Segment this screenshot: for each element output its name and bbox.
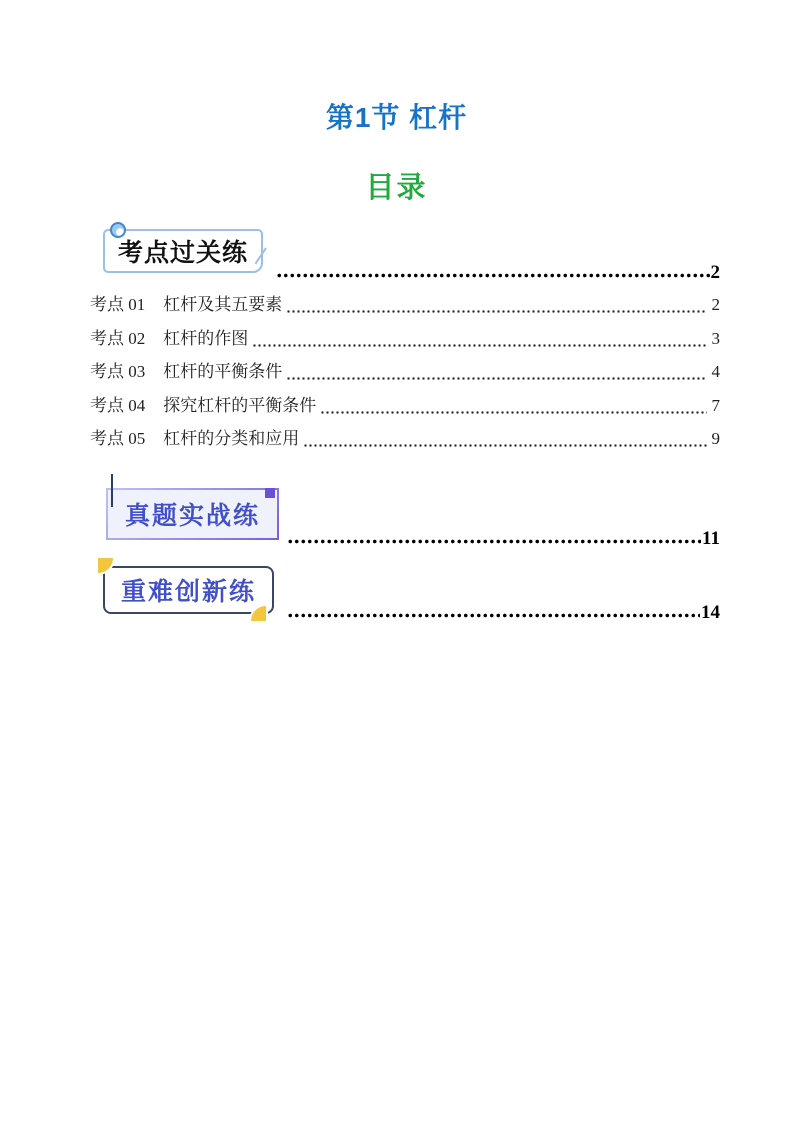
bubble-tail-icon	[255, 247, 267, 264]
toc-item-label: 考点 01	[90, 295, 146, 314]
section-badge-challenge-innovation-drill[interactable]	[103, 566, 274, 614]
corner-fold-icon	[98, 558, 113, 573]
section-page-number[interactable]: 11	[702, 528, 720, 549]
circle-icon	[110, 222, 126, 238]
toc-item[interactable]	[90, 288, 720, 322]
toc-heading: 目录	[365, 172, 428, 204]
toc-item-label: 考点 03	[90, 362, 146, 381]
dotted-leader	[287, 612, 700, 619]
corner-square-icon	[265, 488, 275, 498]
dotted-leader	[287, 538, 701, 545]
toc-item-page-number: 3	[711, 328, 720, 348]
dotted-leader	[276, 272, 710, 279]
anchor-line-icon	[111, 474, 113, 507]
toc-item[interactable]	[90, 322, 720, 356]
toc-item-label: 考点 05	[90, 429, 146, 448]
section-leader-row	[276, 256, 720, 282]
toc-item-page-number: 4	[711, 362, 720, 381]
section-leader-row	[287, 524, 720, 548]
dotted-leader	[303, 443, 706, 448]
toc-item-page-number: 7	[711, 395, 720, 415]
page-title: 第1节 杠杆	[325, 102, 468, 133]
toc-item-page-number: 9	[711, 429, 720, 448]
dotted-leader	[252, 343, 706, 348]
section-badge-label: 重难创新练	[121, 578, 257, 606]
section-page-number[interactable]: 2	[710, 262, 720, 283]
toc-item-label: 考点 04	[90, 395, 146, 415]
section-badge-exam-point-drill[interactable]	[103, 229, 263, 273]
section-badge-label: 考点过关练	[118, 239, 249, 267]
dotted-leader	[286, 376, 706, 381]
section-badge-label: 真题实战练	[125, 502, 261, 530]
toc-item-title: 探究杠杆的平衡条件	[163, 395, 317, 415]
section-badge-real-exam-drill[interactable]	[106, 488, 279, 540]
toc-list	[90, 288, 720, 456]
toc-item-title: 杠杆的分类和应用	[163, 429, 300, 448]
dotted-leader	[320, 410, 706, 415]
dotted-leader	[286, 309, 706, 314]
toc-item-title: 杠杆及其五要素	[163, 295, 283, 314]
toc-item-title: 杠杆的平衡条件	[163, 362, 283, 381]
toc-item-page-number: 2	[711, 295, 720, 314]
toc-item[interactable]	[90, 422, 720, 456]
toc-item-label: 考点 02	[90, 328, 146, 348]
corner-fold-icon	[251, 606, 266, 621]
section-leader-row	[287, 598, 720, 622]
toc-item[interactable]	[90, 389, 720, 423]
section-page-number[interactable]: 14	[701, 602, 720, 623]
toc-item[interactable]	[90, 355, 720, 389]
toc-item-title: 杠杆的作图	[163, 328, 249, 348]
